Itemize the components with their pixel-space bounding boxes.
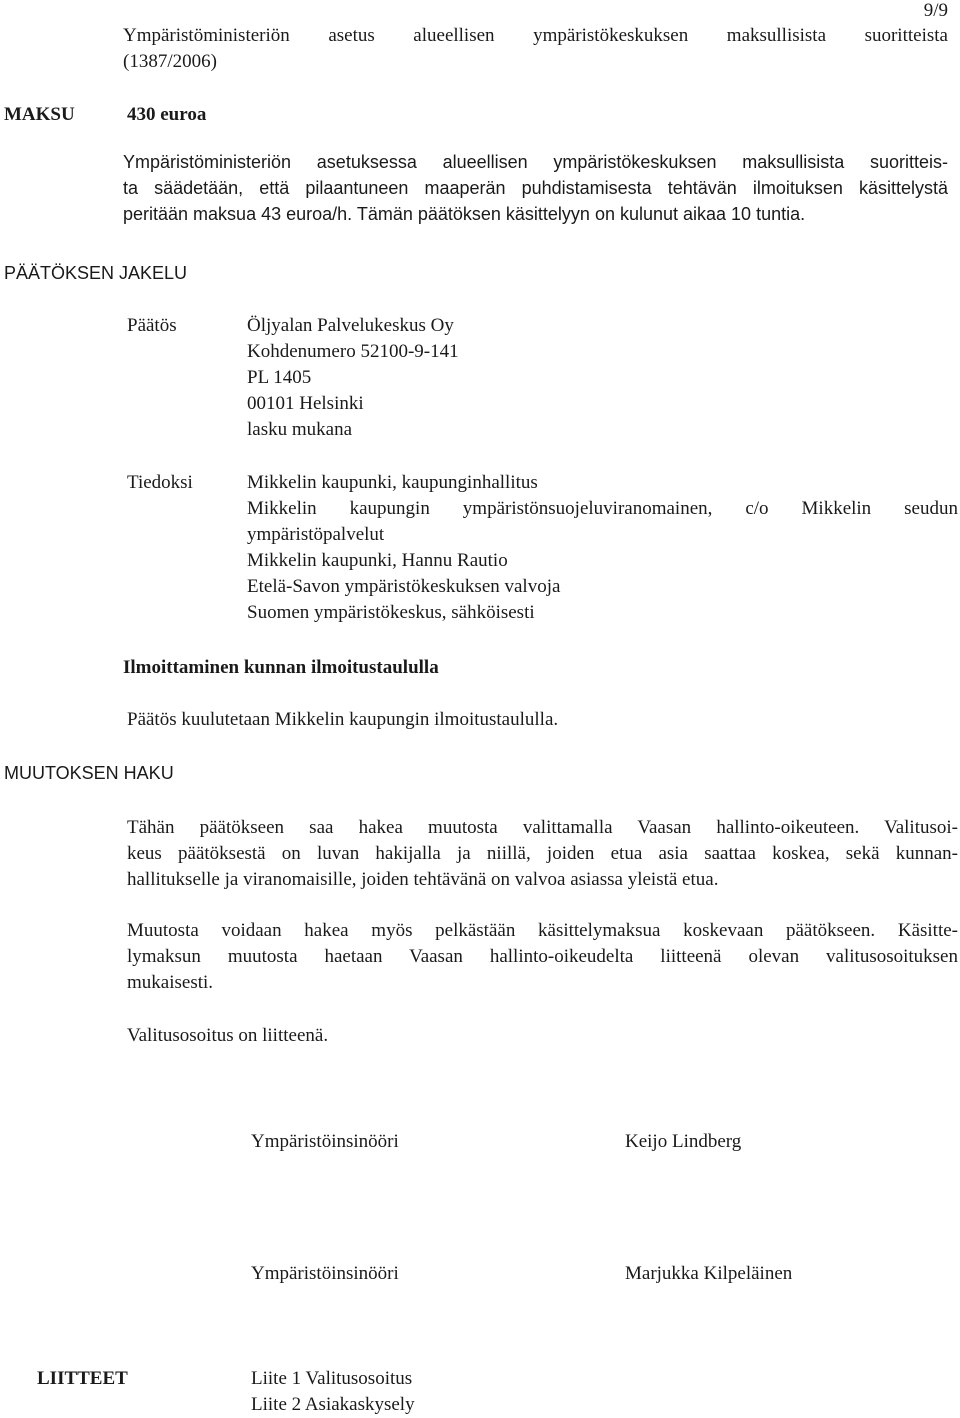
- muutoksen-haku-para-3: Valitusosoitus on liitteenä.: [127, 1025, 329, 1046]
- signer-name: Marjukka Kilpeläinen: [625, 1263, 793, 1284]
- recipient-word: c/o: [745, 498, 769, 519]
- maksu-heading: MAKSU: [4, 104, 75, 125]
- header-line-1: [123, 23, 948, 49]
- muutoksen-haku-heading: MUUTOKSEN HAKU: [4, 763, 174, 783]
- recipient-word: Mikkelin: [247, 498, 317, 519]
- paragraph-line: hallitukselle ja viranomaisille, joiden tehtävänä on valvoa asiassa yleistä etua.: [127, 869, 719, 890]
- header-word: suoritteista: [864, 25, 948, 46]
- recipient-word: ympäristönsuojeluviranomainen,: [462, 498, 713, 519]
- attachment-item: Liite 2 Asiakaskysely: [251, 1394, 415, 1415]
- recipient-line: Öljyalan Palvelukeskus Oy: [247, 315, 454, 336]
- liitteet-list: [251, 1366, 415, 1418]
- recipient-line: Kohdenumero 52100-9-141: [247, 341, 459, 362]
- page-number: 9/9: [923, 0, 948, 21]
- signer-name: Keijo Lindberg: [625, 1131, 742, 1152]
- recipient-line: PL 1405: [247, 367, 312, 388]
- recipient-line: 00101 Helsinki: [247, 393, 364, 414]
- paatos-label: Päätös: [127, 315, 177, 336]
- recipient-line: Etelä-Savon ympäristökeskuksen valvoja: [247, 576, 561, 597]
- maksu-line: ta säädetään, että pilaantuneen maaperän puhdistamisesta tehtävän ilmoituksen käsittelystä: [123, 178, 948, 198]
- tiedoksi-label: Tiedoksi: [127, 472, 193, 493]
- recipient-line: Mikkelin kaupunki, kaupunginhallitus: [247, 472, 538, 493]
- tiedoksi-recipients: [247, 470, 958, 626]
- paragraph-line: Tähän päätökseen saa hakea muutosta valittamalla Vaasan hallinto-oikeuteen. Valitusoi-: [127, 817, 958, 838]
- paragraph-line: Muutosta voidaan hakea myös pelkästään käsittelymaksua koskevaan päätökseen. Käsitte-: [127, 920, 958, 941]
- header-word: alueellisen: [413, 25, 495, 46]
- muutoksen-haku-para-1: [127, 815, 958, 893]
- recipient-word: seudun: [904, 498, 958, 519]
- recipient-line: lasku mukana: [247, 419, 353, 440]
- maksu-line: Ympäristöministeriön asetuksessa alueellisen ympäristökeskuksen maksullisista suoritteis-: [123, 152, 948, 172]
- document-header: [123, 23, 948, 75]
- header-line-2: (1387/2006): [123, 51, 217, 72]
- recipient-line: Mikkelin kaupunki, Hannu Rautio: [247, 550, 508, 571]
- signer-title: Ympäristöinsinööri: [251, 1263, 399, 1284]
- muutoksen-haku-para-2: [127, 918, 958, 996]
- recipient-word: kaupungin: [349, 498, 430, 519]
- header-word: maksullisista: [726, 25, 827, 46]
- liitteet-heading: LIITTEET: [37, 1368, 128, 1389]
- header-word: ympäristökeskuksen: [533, 25, 689, 46]
- header-word: Ympäristöministeriön: [123, 25, 290, 46]
- ilmoittaminen-heading: Ilmoittaminen kunnan ilmoitustaululla: [123, 657, 439, 678]
- recipient-word: Mikkelin: [801, 498, 872, 519]
- maksu-amount: 430 euroa: [127, 104, 207, 125]
- maksu-body: [123, 149, 948, 227]
- recipient-line: [247, 496, 958, 522]
- header-word: asetus: [328, 25, 375, 46]
- paragraph-line: lymaksun muutosta haetaan Vaasan hallinto-oikeudelta liitteenä olevan valitusosoituksen: [127, 946, 958, 967]
- paragraph-line: keus päätöksestä on luvan hakijalla ja niillä, joiden etua asia saattaa koskea, sekä kunnan-: [127, 843, 958, 864]
- recipient-line: Suomen ympäristökeskus, sähköisesti: [247, 602, 535, 623]
- paatos-recipient: [247, 313, 459, 443]
- attachment-item: Liite 1 Valitusosoitus: [251, 1368, 413, 1389]
- ilmoittaminen-text: Päätös kuulutetaan Mikkelin kaupungin ilmoitustaululla.: [127, 709, 559, 730]
- maksu-line: peritään maksua 43 euroa/h. Tämän päätöksen käsittelyyn on kulunut aikaa 10 tuntia.: [123, 204, 806, 224]
- jakelu-heading: PÄÄTÖKSEN JAKELU: [4, 263, 188, 283]
- signer-title: Ympäristöinsinööri: [251, 1131, 399, 1152]
- paragraph-line: mukaisesti.: [127, 972, 214, 993]
- recipient-line: ympäristöpalvelut: [247, 524, 385, 545]
